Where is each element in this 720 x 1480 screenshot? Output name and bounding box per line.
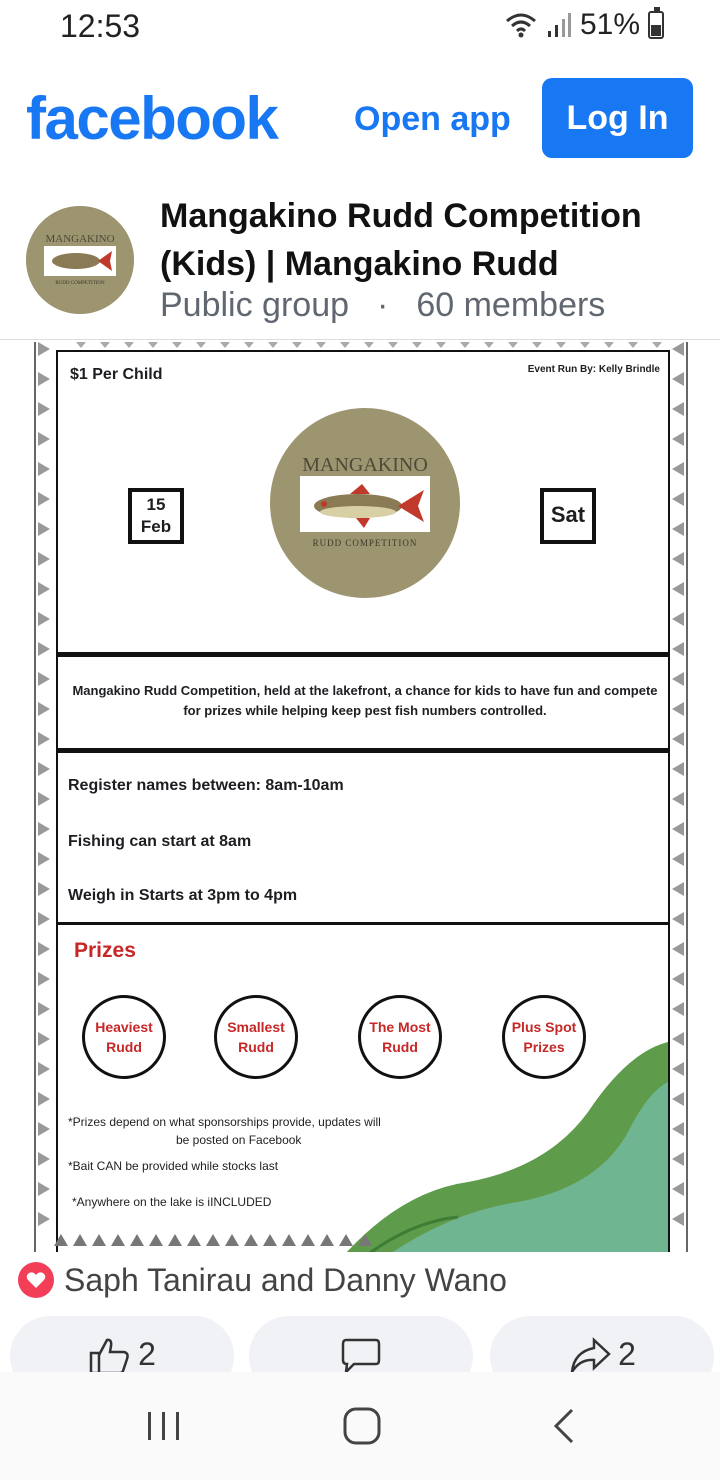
signal-icon xyxy=(546,11,572,39)
prizes-title: Prizes xyxy=(74,939,136,962)
poster-border-bottom xyxy=(54,1234,372,1246)
group-info xyxy=(0,186,720,340)
group-avatar[interactable] xyxy=(26,206,134,314)
like-count: 2 xyxy=(138,1336,156,1372)
battery-icon xyxy=(648,11,664,39)
wifi-icon xyxy=(504,11,538,39)
reaction-names[interactable]: Saph Tanirau and Danny Wano xyxy=(64,1261,507,1298)
post-actions xyxy=(0,1316,720,1376)
recent-apps-icon[interactable] xyxy=(144,1406,184,1446)
thumbs-up-icon xyxy=(88,1336,132,1376)
poster-note: be posted on Facebook xyxy=(176,1133,302,1147)
prize-badge: Heaviest Rudd xyxy=(82,995,166,1079)
schedule-item: Weigh in Starts at 3pm to 4pm xyxy=(68,887,298,904)
status-time: 12:53 xyxy=(60,8,141,44)
poster-schedule-panel xyxy=(56,750,670,924)
prize-badge: Smallest Rudd xyxy=(214,995,298,1079)
group-meta xyxy=(160,286,605,325)
poster-logo-subtitle: RUDD COMPETITION xyxy=(312,538,418,548)
comment-icon xyxy=(340,1336,382,1376)
poster-date-day: 15 xyxy=(146,495,166,514)
system-navigation-bar xyxy=(0,1372,720,1480)
status-indicators xyxy=(504,8,664,42)
open-app-link[interactable]: Open app xyxy=(354,100,511,138)
poster-border-right xyxy=(668,342,684,1252)
group-logo-image xyxy=(26,206,134,314)
battery-percent: 51% xyxy=(579,8,640,41)
poster-price: $1 Per Child xyxy=(70,366,163,383)
group-members[interactable]: 60 members xyxy=(416,286,606,324)
fish-icon xyxy=(300,476,430,532)
home-icon[interactable] xyxy=(340,1406,384,1446)
poster-note: *Prizes depend on what sponsorships provide, updates will xyxy=(68,1115,381,1129)
share-count: 2 xyxy=(618,1336,636,1372)
poster-event-run-by: Event Run By: Kelly Brindle xyxy=(527,364,660,375)
poster-note: *Bait CAN be provided while stocks last xyxy=(68,1159,279,1173)
poster-border-top xyxy=(76,342,662,348)
poster-description: Mangakino Rudd Competition, held at the lakefront, a chance for kids to have fun and compete for prizes while helping keep pest fish numbers controlled. xyxy=(72,683,658,718)
group-name[interactable]: Mangakino Rudd Competition (Kids) | Mangakino Rudd xyxy=(160,197,642,283)
poster-prizes-panel xyxy=(56,922,670,1252)
group-type: Public group xyxy=(160,286,350,324)
schedule-item: Register names between: 8am-10am xyxy=(68,777,344,794)
poster-description-panel xyxy=(56,654,670,750)
poster-header-panel xyxy=(56,350,670,654)
poster-date-month: Feb xyxy=(140,517,172,536)
poster-date-box xyxy=(128,488,184,544)
poster-logo xyxy=(270,408,460,598)
facebook-logo[interactable]: facebook xyxy=(26,85,278,152)
avatar-logo-text: MANGAKINO xyxy=(45,233,115,245)
avatar-logo-sub: RUDD COMPETITION xyxy=(55,281,105,286)
prize-badge: The Most Rudd xyxy=(358,995,442,1079)
meta-separator: · xyxy=(377,286,389,324)
post-image[interactable] xyxy=(34,342,688,1252)
log-in-button[interactable]: Log In xyxy=(542,78,693,158)
reactions-summary[interactable] xyxy=(18,1260,507,1300)
back-icon[interactable] xyxy=(548,1406,578,1446)
prize-badge: Plus Spot Prizes xyxy=(502,995,586,1079)
poster-note: *Anywhere on the lake is iINCLUDED xyxy=(72,1195,272,1209)
status-bar xyxy=(0,0,720,56)
poster-logo-title: MANGAKINO xyxy=(302,454,428,476)
poster-weekday: Sat xyxy=(540,488,596,544)
love-reaction-icon xyxy=(18,1262,54,1298)
poster-border-left xyxy=(38,342,54,1252)
share-icon xyxy=(568,1336,612,1376)
top-bar xyxy=(0,70,720,170)
schedule-item: Fishing can start at 8am xyxy=(68,833,252,850)
